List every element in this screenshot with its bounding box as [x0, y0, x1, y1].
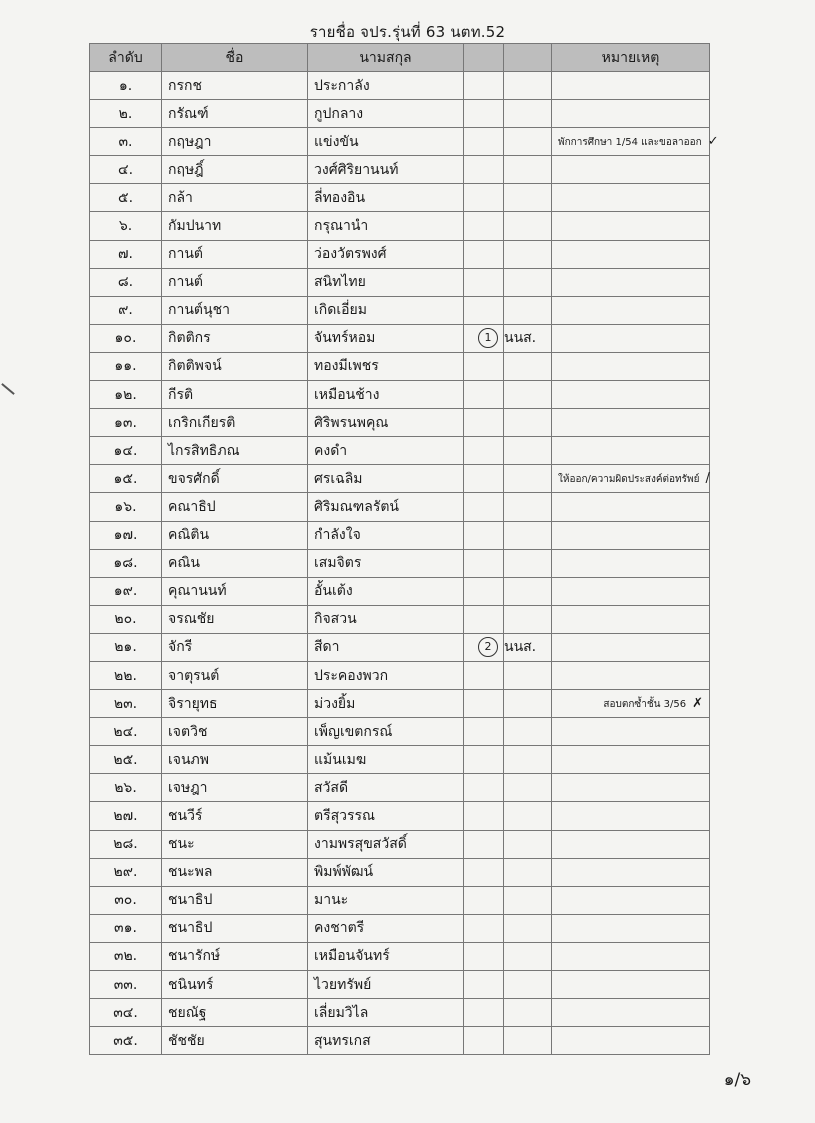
row-number: ๒๕.: [90, 746, 162, 774]
extra-col-2: [504, 268, 552, 296]
remark-cell: [552, 802, 710, 830]
extra-col-2: [504, 72, 552, 100]
remark-cell: [552, 914, 710, 942]
table-row: [90, 296, 710, 324]
extra-col-2: [504, 971, 552, 999]
header-extra-2: [504, 44, 552, 72]
extra-col-2: [504, 886, 552, 914]
extra-col-2: [504, 718, 552, 746]
table-row: [90, 718, 710, 746]
table-row: [90, 493, 710, 521]
remark-cell: [552, 886, 710, 914]
extra-col-2: [504, 802, 552, 830]
page-number: ๑/๖: [723, 1070, 751, 1090]
extra-col-2: [504, 661, 552, 689]
table-row: [90, 549, 710, 577]
extra-col-2: [504, 212, 552, 240]
row-number: ๑๗.: [90, 521, 162, 549]
surname: เหมือนจันทร์: [308, 942, 464, 970]
circled-number-icon: 2: [478, 637, 498, 657]
extra-col-2: [504, 577, 552, 605]
header-order: ลำดับ: [90, 44, 162, 72]
extra-col-1: [464, 999, 504, 1027]
row-number: ๖.: [90, 212, 162, 240]
first-name: เจนภพ: [162, 746, 308, 774]
table-row: [90, 521, 710, 549]
surname: คงดำ: [308, 437, 464, 465]
remark-cell: [552, 352, 710, 380]
extra-col-1: [464, 352, 504, 380]
row-number: ๑๖.: [90, 493, 162, 521]
surname: แข่งขัน: [308, 128, 464, 156]
extra-col-2: [504, 437, 552, 465]
header-remarks: หมายเหตุ: [552, 44, 710, 72]
remark-text: สอบตกซ้ำชั้น 3/56: [603, 698, 687, 710]
surname: มานะ: [308, 886, 464, 914]
row-number: ๒๔.: [90, 718, 162, 746]
extra-col-1: [464, 549, 504, 577]
surname: ไวยทรัพย์: [308, 971, 464, 999]
surname: ประกาลัง: [308, 72, 464, 100]
table-row: [90, 212, 710, 240]
extra-col-2: [504, 100, 552, 128]
table-row: [90, 605, 710, 633]
extra-col-1: [464, 465, 504, 493]
remark-cell: [552, 999, 710, 1027]
first-name: เจษฎา: [162, 774, 308, 802]
extra-col-2: [484, 324, 552, 352]
extra-col-2: [504, 240, 552, 268]
table-row: [90, 942, 710, 970]
row-number: ๑.: [90, 72, 162, 100]
table-row: [90, 156, 710, 184]
extra-col-1: [464, 942, 504, 970]
table-row: [90, 437, 710, 465]
table-row: [90, 352, 710, 380]
surname: ม่วงยิ้ม: [308, 690, 464, 718]
remark-cell: [552, 100, 710, 128]
first-name: ชนะ: [162, 830, 308, 858]
check-mark-icon: /: [705, 470, 710, 486]
surname: กำลังใจ: [308, 521, 464, 549]
first-name: กานต์: [162, 268, 308, 296]
extra-col-1: [464, 296, 504, 324]
remark-cell: [552, 493, 710, 521]
first-name: จาตุรนต์: [162, 661, 308, 689]
surname: กรุณานำ: [308, 212, 464, 240]
row-number: ๑๐.: [90, 324, 162, 352]
row-number: ๑๘.: [90, 549, 162, 577]
check-mark-icon: ✗: [692, 695, 703, 711]
surname: คงชาตรี: [308, 914, 464, 942]
remark-cell: [552, 718, 710, 746]
extra-col-2: [504, 521, 552, 549]
table-row: [90, 128, 710, 156]
extra-col-1: [464, 690, 504, 718]
extra-col-1: [464, 240, 504, 268]
remark-cell: [552, 830, 710, 858]
surname: สุนทรเกส: [308, 1027, 464, 1055]
first-name: ไกรสิทธิภณ: [162, 437, 308, 465]
remark-cell: [552, 409, 710, 437]
surname: สวัสดี: [308, 774, 464, 802]
row-number: ๓.: [90, 128, 162, 156]
first-name: เจตวิช: [162, 718, 308, 746]
row-number: ๒๖.: [90, 774, 162, 802]
first-name: ชนวีร์: [162, 802, 308, 830]
extra-col-2: [484, 633, 552, 661]
remark-cell: [552, 549, 710, 577]
extra-col-1: [464, 858, 504, 886]
first-name: ชนารักษ์: [162, 942, 308, 970]
extra-col-1: [464, 577, 504, 605]
table-row: [90, 774, 710, 802]
extra-col-2: [504, 465, 552, 493]
first-name: จิรายุทธ: [162, 690, 308, 718]
remark-cell: [552, 858, 710, 886]
row-number: ๒๑.: [90, 633, 162, 661]
extra-col-2: [504, 381, 552, 409]
remark-cell: [552, 605, 710, 633]
table-row: [90, 802, 710, 830]
extra-col-1: [464, 184, 504, 212]
first-name: คุณานนท์: [162, 577, 308, 605]
surname: เพ็ญเขตกรณ์: [308, 718, 464, 746]
status-abbrev: นนส.: [504, 330, 537, 347]
table-row: [90, 633, 710, 661]
extra-col-1: [464, 1027, 504, 1055]
row-number: ๒๓.: [90, 690, 162, 718]
extra-col-1: [464, 409, 504, 437]
first-name: ชยณัฐ: [162, 999, 308, 1027]
first-name: กีรติ: [162, 381, 308, 409]
surname: ศิริมณฑลรัตน์: [308, 493, 464, 521]
roster-table: [89, 43, 719, 1055]
surname: ทองมีเพชร: [308, 352, 464, 380]
surname: ตรีสุวรรณ: [308, 802, 464, 830]
table-row: [90, 324, 710, 352]
extra-col-1: [464, 661, 504, 689]
status-abbrev: นนส.: [504, 639, 537, 656]
table-row: [90, 409, 710, 437]
remark-cell: [552, 465, 710, 493]
table-row: [90, 577, 710, 605]
table-row: [90, 914, 710, 942]
remark-text: พักการศึกษา 1/54 และขอลาออก: [558, 136, 702, 148]
surname: เหมือนช้าง: [308, 381, 464, 409]
header-extra-1: [464, 44, 504, 72]
extra-col-1: [464, 802, 504, 830]
first-name: คณิติน: [162, 521, 308, 549]
first-name: กรกช: [162, 72, 308, 100]
row-number: ๓๕.: [90, 1027, 162, 1055]
extra-col-1: [464, 128, 504, 156]
remark-cell: [552, 240, 710, 268]
first-name: ชัชชัย: [162, 1027, 308, 1055]
extra-col-1: [464, 493, 504, 521]
check-mark-icon: ✓: [707, 133, 719, 149]
surname: กิจสวน: [308, 605, 464, 633]
first-name: จรณชัย: [162, 605, 308, 633]
first-name: คณาธิป: [162, 493, 308, 521]
first-name: ชนะพล: [162, 858, 308, 886]
row-number: ๑๙.: [90, 577, 162, 605]
surname: เลี่ยมวิไล: [308, 999, 464, 1027]
first-name: กรัณฑ์: [162, 100, 308, 128]
fold-mark: [1, 383, 15, 395]
extra-col-1: [464, 605, 504, 633]
table-row: [90, 886, 710, 914]
first-name: คณิน: [162, 549, 308, 577]
first-name: เกริกเกียรติ: [162, 409, 308, 437]
row-number: ๑๕.: [90, 465, 162, 493]
surname: เกิดเอี่ยม: [308, 296, 464, 324]
surname: สีดา: [308, 633, 464, 661]
extra-col-1: [464, 437, 504, 465]
first-name: ชนินทร์: [162, 971, 308, 999]
extra-col-2: [504, 942, 552, 970]
row-number: ๒๒.: [90, 661, 162, 689]
surname: ประคองพวก: [308, 661, 464, 689]
remark-cell: [552, 296, 710, 324]
surname: แม้นเมฆ: [308, 746, 464, 774]
surname: ว่องวัตรพงศ์: [308, 240, 464, 268]
surname: กูปกลาง: [308, 100, 464, 128]
circled-number-icon: 1: [478, 328, 498, 348]
extra-col-1: [464, 718, 504, 746]
table-row: [90, 72, 710, 100]
first-name: กานต์: [162, 240, 308, 268]
extra-col-2: [504, 296, 552, 324]
header-name: ชื่อ: [162, 44, 308, 72]
surname: ศรเฉลิม: [308, 465, 464, 493]
remark-cell: [552, 381, 710, 409]
surname: งามพรสุขสวัสดิ์: [308, 830, 464, 858]
row-number: ๓๑.: [90, 914, 162, 942]
surname: จันทร์หอม: [308, 324, 464, 352]
extra-col-2: [504, 184, 552, 212]
extra-col-2: [504, 493, 552, 521]
extra-col-2: [504, 409, 552, 437]
remark-cell: [552, 661, 710, 689]
remark-cell: [552, 971, 710, 999]
roster-body: [90, 72, 719, 1055]
table-row: [90, 690, 710, 718]
table-row: [90, 240, 710, 268]
table-row: [90, 465, 710, 493]
extra-col-2: [504, 690, 552, 718]
extra-col-2: [504, 858, 552, 886]
extra-col-2: [504, 352, 552, 380]
row-number: ๓๒.: [90, 942, 162, 970]
table-header-row: [90, 44, 710, 72]
extra-col-2: [504, 774, 552, 802]
row-number: ๑๔.: [90, 437, 162, 465]
remark-cell: [552, 746, 710, 774]
table-row: [90, 268, 710, 296]
row-number: ๒๙.: [90, 858, 162, 886]
remark-cell: [552, 72, 710, 100]
page-title: รายชื่อ จปร.รุ่นที่ 63 นตท.52: [309, 23, 506, 41]
row-number: ๓๔.: [90, 999, 162, 1027]
first-name: ชนาธิป: [162, 914, 308, 942]
table-row: [90, 661, 710, 689]
remark-cell: [552, 633, 710, 661]
table-row: [90, 999, 710, 1027]
table-row: [90, 971, 710, 999]
extra-col-1: [464, 746, 504, 774]
table-row: [90, 858, 710, 886]
remark-cell: [552, 268, 710, 296]
surname: พิมพ์พัฒน์: [308, 858, 464, 886]
extra-col-1: [464, 212, 504, 240]
extra-col-2: [504, 914, 552, 942]
extra-col-1: [464, 268, 504, 296]
row-number: ๒.: [90, 100, 162, 128]
extra-col-1: [464, 830, 504, 858]
remark-cell: [552, 690, 710, 718]
first-name: กานต์นุชา: [162, 296, 308, 324]
row-number: ๑๑.: [90, 352, 162, 380]
extra-col-1: [464, 72, 504, 100]
surname: เสมจิตร: [308, 549, 464, 577]
header-surname: นามสกุล: [308, 44, 464, 72]
remark-cell: [552, 156, 710, 184]
first-name: กัมปนาท: [162, 212, 308, 240]
row-number: ๒๐.: [90, 605, 162, 633]
extra-col-2: [504, 156, 552, 184]
row-number: ๕.: [90, 184, 162, 212]
extra-col-1: [464, 381, 504, 409]
first-name: กิตติพจน์: [162, 352, 308, 380]
remark-cell: [552, 184, 710, 212]
row-number: ๘.: [90, 268, 162, 296]
row-number: ๔.: [90, 156, 162, 184]
row-number: ๒๗.: [90, 802, 162, 830]
remark-cell: [552, 942, 710, 970]
table-row: [90, 184, 710, 212]
extra-col-1: [464, 774, 504, 802]
first-name: กิตติกร: [162, 324, 308, 352]
extra-col-2: [504, 999, 552, 1027]
surname: วงศ์ศิริยานนท์: [308, 156, 464, 184]
first-name: จักรี: [162, 633, 308, 661]
remark-cell: [552, 521, 710, 549]
extra-col-1: [464, 886, 504, 914]
extra-col-1: [464, 521, 504, 549]
table-row: [90, 830, 710, 858]
extra-col-2: [504, 605, 552, 633]
row-number: ๗.: [90, 240, 162, 268]
first-name: ขจรศักดิ์: [162, 465, 308, 493]
surname: สนิทไทย: [308, 268, 464, 296]
extra-col-1: [464, 100, 504, 128]
row-number: ๓๐.: [90, 886, 162, 914]
surname: ศิริพรนพคุณ: [308, 409, 464, 437]
row-number: ๑๒.: [90, 381, 162, 409]
extra-col-2: [504, 830, 552, 858]
first-name: กล้า: [162, 184, 308, 212]
table-row: [90, 100, 710, 128]
extra-col-1: [464, 971, 504, 999]
remark-text: ให้ออก/ความผิดประสงค์ต่อทรัพย์: [558, 473, 700, 485]
first-name: ชนาธิป: [162, 886, 308, 914]
extra-col-2: [504, 1027, 552, 1055]
extra-col-1: [464, 156, 504, 184]
extra-col-2: [504, 549, 552, 577]
remark-cell: [552, 437, 710, 465]
table-row: [90, 746, 710, 774]
remark-cell: [552, 577, 710, 605]
first-name: กฤษฎิ์: [162, 156, 308, 184]
surname: อั้นเต้ง: [308, 577, 464, 605]
row-number: ๓๓.: [90, 971, 162, 999]
extra-col-2: [504, 746, 552, 774]
extra-col-1: [464, 914, 504, 942]
table-row: [90, 381, 710, 409]
row-number: ๙.: [90, 296, 162, 324]
first-name: กฤษฎา: [162, 128, 308, 156]
remark-cell: [552, 128, 719, 156]
extra-col-2: [504, 128, 552, 156]
row-number: ๑๓.: [90, 409, 162, 437]
remark-cell: [552, 212, 710, 240]
remark-cell: [552, 1027, 710, 1055]
row-number: ๒๘.: [90, 830, 162, 858]
surname: ลี่ทองอิน: [308, 184, 464, 212]
remark-cell: [552, 324, 710, 352]
remark-cell: [552, 774, 710, 802]
table-row: [90, 1027, 710, 1055]
